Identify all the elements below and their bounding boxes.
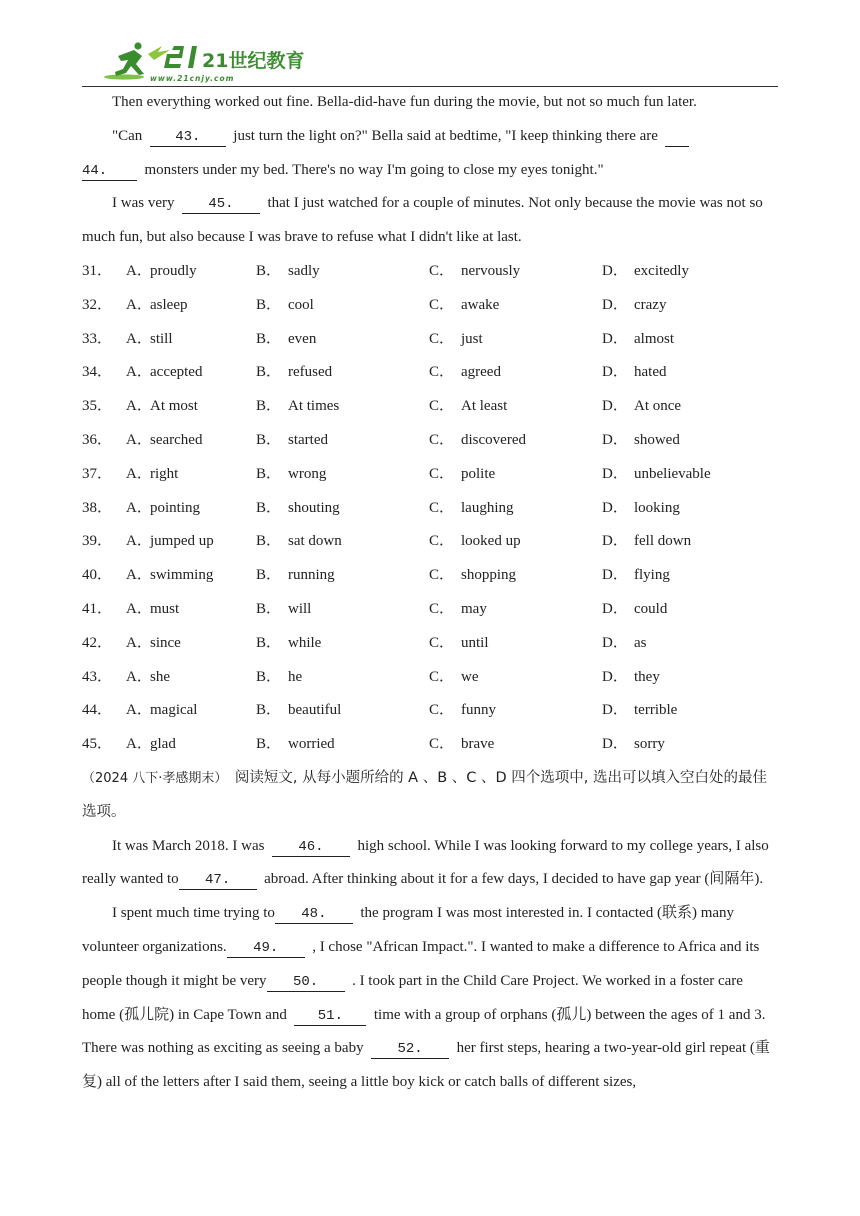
option-c[interactable]: looked up: [461, 533, 521, 550]
option-letter-b: B．: [256, 567, 282, 584]
option-letter-c: C．: [429, 296, 455, 313]
option-b[interactable]: beautiful: [288, 702, 342, 719]
blank-47[interactable]: 47.: [179, 871, 257, 890]
option-c[interactable]: nervously: [461, 262, 521, 279]
option-row: [82, 661, 780, 695]
option-letter-d: D．: [602, 262, 628, 279]
option-letter-d: D．: [602, 600, 628, 617]
option-a[interactable]: glad: [150, 736, 176, 753]
question-number: 45．: [82, 736, 113, 753]
option-letter-b: B．: [256, 431, 282, 448]
option-letter-b: B．: [256, 330, 282, 347]
option-c[interactable]: brave: [461, 736, 495, 753]
option-b[interactable]: running: [288, 567, 335, 584]
option-letter-b: B．: [256, 668, 282, 685]
option-letter-b: B．: [256, 296, 282, 313]
option-c[interactable]: polite: [461, 465, 496, 482]
option-letter-c: C．: [429, 702, 455, 719]
option-row: [82, 492, 780, 526]
option-d[interactable]: sorry: [634, 736, 665, 753]
option-b[interactable]: cool: [288, 296, 314, 313]
option-c[interactable]: just: [461, 330, 483, 347]
option-letter-d: D．: [602, 668, 628, 685]
option-letter-a: A．: [126, 668, 152, 685]
option-c[interactable]: laughing: [461, 499, 514, 516]
option-d[interactable]: they: [634, 668, 660, 685]
option-letter-a: A．: [126, 364, 152, 381]
blank-52[interactable]: 52.: [371, 1040, 449, 1059]
option-letter-a: A．: [126, 330, 152, 347]
question-number: 38．: [82, 499, 113, 516]
option-letter-c: C．: [429, 634, 455, 651]
option-c[interactable]: discovered: [461, 431, 526, 448]
option-letter-c: C．: [429, 465, 455, 482]
option-c[interactable]: At least: [461, 398, 508, 415]
option-a[interactable]: since: [150, 634, 181, 651]
option-letter-d: D．: [602, 567, 628, 584]
document-body: [82, 86, 780, 1100]
option-letter-b: B．: [256, 702, 282, 719]
option-letter-d: D．: [602, 398, 628, 415]
option-letter-c: C．: [429, 431, 455, 448]
option-letter-a: A．: [126, 702, 152, 719]
passage-paragraph: "Can 43. just turn the light on?" Bella said at bedtime, "I keep thinking there are 44. monsters under my bed. There's no way I'm going to close my eyes tonight.": [82, 120, 780, 188]
option-b[interactable]: At times: [288, 398, 340, 415]
option-letter-b: B．: [256, 533, 282, 550]
option-a[interactable]: asleep: [150, 296, 188, 313]
option-letter-c: C．: [429, 262, 455, 279]
option-letter-b: B．: [256, 262, 282, 279]
option-d[interactable]: fell down: [634, 533, 692, 550]
option-letter-b: B．: [256, 364, 282, 381]
option-letter-a: A．: [126, 600, 152, 617]
option-letter-c: C．: [429, 600, 455, 617]
section-instruction: （2024 八下·孝感期末） 阅读短文, 从每小题所给的 A 、B 、C 、D 四个选项中, 选出可以填入空白处的最佳选项。: [82, 769, 767, 820]
option-letter-a: A．: [126, 533, 152, 550]
question-number: 32．: [82, 296, 113, 313]
option-b[interactable]: shouting: [288, 499, 340, 516]
option-letter-b: B．: [256, 736, 282, 753]
option-letter-d: D．: [602, 465, 628, 482]
option-letter-c: C．: [429, 364, 455, 381]
option-a[interactable]: right: [150, 465, 179, 482]
option-c[interactable]: agreed: [461, 364, 501, 381]
option-a[interactable]: swimming: [150, 567, 214, 584]
option-a[interactable]: jumped up: [150, 533, 214, 550]
option-row: [82, 627, 780, 661]
option-letter-a: A．: [126, 431, 152, 448]
question-number: 37．: [82, 465, 113, 482]
option-d[interactable]: crazy: [634, 296, 667, 313]
option-row: [82, 323, 780, 357]
option-letter-d: D．: [602, 702, 628, 719]
question-number: 36．: [82, 431, 113, 448]
option-row: [82, 289, 780, 323]
option-row: [82, 424, 780, 458]
option-letter-a: A．: [126, 398, 152, 415]
option-a[interactable]: At most: [150, 398, 198, 415]
option-b[interactable]: wrong: [288, 465, 327, 482]
option-a[interactable]: proudly: [150, 262, 197, 279]
svg-text:www.21cnjy.com: www.21cnjy.com: [150, 74, 235, 83]
option-row: [82, 559, 780, 593]
option-letter-a: A．: [126, 262, 152, 279]
blank-46[interactable]: 46.: [272, 838, 350, 857]
options-list: [82, 255, 780, 762]
blank-49[interactable]: 49.: [227, 939, 305, 958]
option-b[interactable]: started: [288, 431, 328, 448]
option-letter-d: D．: [602, 364, 628, 381]
option-d[interactable]: looking: [634, 499, 680, 516]
option-a[interactable]: still: [150, 330, 173, 347]
option-letter-c: C．: [429, 398, 455, 415]
option-a[interactable]: she: [150, 668, 170, 685]
svg-text:21世纪教育: 21世纪教育: [202, 50, 305, 72]
question-number: 31．: [82, 262, 113, 279]
option-letter-d: D．: [602, 533, 628, 550]
passage-paragraph: I was very 45. that I just watched for a couple of minutes. Not only because the movie was not so much fun, but also because I was brave to refuse what I didn't like at last.: [82, 195, 763, 246]
blank-48[interactable]: 48.: [275, 905, 353, 924]
option-d[interactable]: At once: [634, 398, 682, 415]
option-letter-d: D．: [602, 296, 628, 313]
question-number: 43．: [82, 668, 113, 685]
option-b[interactable]: worried: [288, 736, 335, 753]
option-letter-b: B．: [256, 398, 282, 415]
logo-21cnjy: [104, 40, 305, 84]
option-letter-d: D．: [602, 736, 628, 753]
option-letter-c: C．: [429, 533, 455, 550]
option-d[interactable]: hated: [634, 364, 667, 381]
option-letter-c: C．: [429, 668, 455, 685]
option-letter-c: C．: [429, 567, 455, 584]
option-letter-d: D．: [602, 431, 628, 448]
option-letter-a: A．: [126, 736, 152, 753]
question-number: 33．: [82, 330, 113, 347]
option-row: [82, 728, 780, 762]
option-row: [82, 458, 780, 492]
option-c[interactable]: funny: [461, 702, 496, 719]
option-letter-b: B．: [256, 600, 282, 617]
page-header: [82, 40, 778, 87]
option-row: [82, 694, 780, 728]
option-b[interactable]: he: [288, 668, 303, 685]
option-letter-a: A．: [126, 567, 152, 584]
option-b[interactable]: while: [288, 634, 322, 651]
option-b[interactable]: refused: [288, 364, 333, 381]
option-d[interactable]: almost: [634, 330, 674, 347]
option-letter-d: D．: [602, 330, 628, 347]
option-b[interactable]: even: [288, 330, 317, 347]
option-letter-c: C．: [429, 736, 455, 753]
option-c[interactable]: we: [461, 668, 479, 685]
passage-paragraph: Then everything worked out fine. Bella-did-have fun during the movie, but not so much fun later.: [112, 94, 697, 110]
option-letter-b: B．: [256, 465, 282, 482]
option-d[interactable]: terrible: [634, 702, 678, 719]
option-letter-d: D．: [602, 634, 628, 651]
option-b[interactable]: sadly: [288, 262, 320, 279]
option-letter-c: C．: [429, 330, 455, 347]
option-c[interactable]: may: [461, 600, 487, 617]
option-letter-a: A．: [126, 465, 152, 482]
option-row: [82, 525, 780, 559]
option-d[interactable]: could: [634, 600, 668, 617]
option-b[interactable]: sat down: [288, 533, 342, 550]
option-row: [82, 356, 780, 390]
passage-paragraph: It was March 2018. I was 46. high school. While I was looking forward to my college years, I also really wanted to 47. abroad. After thinking about it for a few days, I decided to have gap year (间隔年).: [82, 837, 769, 889]
option-d[interactable]: excitedly: [634, 262, 689, 279]
option-letter-a: A．: [126, 296, 152, 313]
option-row: [82, 255, 780, 289]
blank-43[interactable]: 43.: [150, 128, 226, 147]
blank-50[interactable]: 50.: [267, 973, 345, 992]
blank-51[interactable]: 51.: [294, 1007, 366, 1026]
question-number: 39．: [82, 533, 113, 550]
option-letter-b: B．: [256, 634, 282, 651]
blank-45[interactable]: 45.: [182, 195, 260, 214]
option-d[interactable]: unbelievable: [634, 465, 711, 482]
blank-44[interactable]: 44.: [82, 162, 137, 181]
option-c[interactable]: until: [461, 634, 489, 651]
question-number: 34．: [82, 364, 113, 381]
question-number: 44．: [82, 702, 113, 719]
option-d[interactable]: flying: [634, 567, 670, 584]
option-d[interactable]: as: [634, 634, 647, 651]
question-number: 35．: [82, 398, 113, 415]
option-d[interactable]: showed: [634, 431, 680, 448]
option-letter-d: D．: [602, 499, 628, 516]
option-row: [82, 390, 780, 424]
question-number: 42．: [82, 634, 113, 651]
option-letter-c: C．: [429, 499, 455, 516]
option-a[interactable]: must: [150, 600, 180, 617]
option-row: [82, 593, 780, 627]
option-a[interactable]: pointing: [150, 499, 201, 516]
option-c[interactable]: awake: [461, 296, 500, 313]
option-c[interactable]: shopping: [461, 567, 517, 584]
blank-44-start: [665, 128, 689, 147]
option-letter-a: A．: [126, 634, 152, 651]
option-a[interactable]: magical: [150, 702, 198, 719]
option-letter-b: B．: [256, 499, 282, 516]
question-number: 40．: [82, 567, 113, 584]
question-number: 41．: [82, 600, 113, 617]
option-b[interactable]: will: [288, 600, 312, 617]
option-letter-a: A．: [126, 499, 152, 516]
option-a[interactable]: accepted: [150, 364, 203, 381]
option-a[interactable]: searched: [150, 431, 203, 448]
passage-paragraph: I spent much time trying to 48. the program I was most interested in. I contacted (联系) many volunteer organizations. 49. , I chose "African Impact.". I wanted to make a difference to Africa and its people though it might be very 50. . I took part in the Child Care Project. We worked in a foster care home (孤儿院) in Cape Town and 51. time with a group of orphans (孤儿) between the ages of 1 and 3. There was nothing as exciting as seeing a baby 52. her first steps, hearing a two-year-old girl repeat (重复) all of the letters after I said them, seeing a little boy kick or catch balls of different sizes,: [82, 905, 770, 1091]
